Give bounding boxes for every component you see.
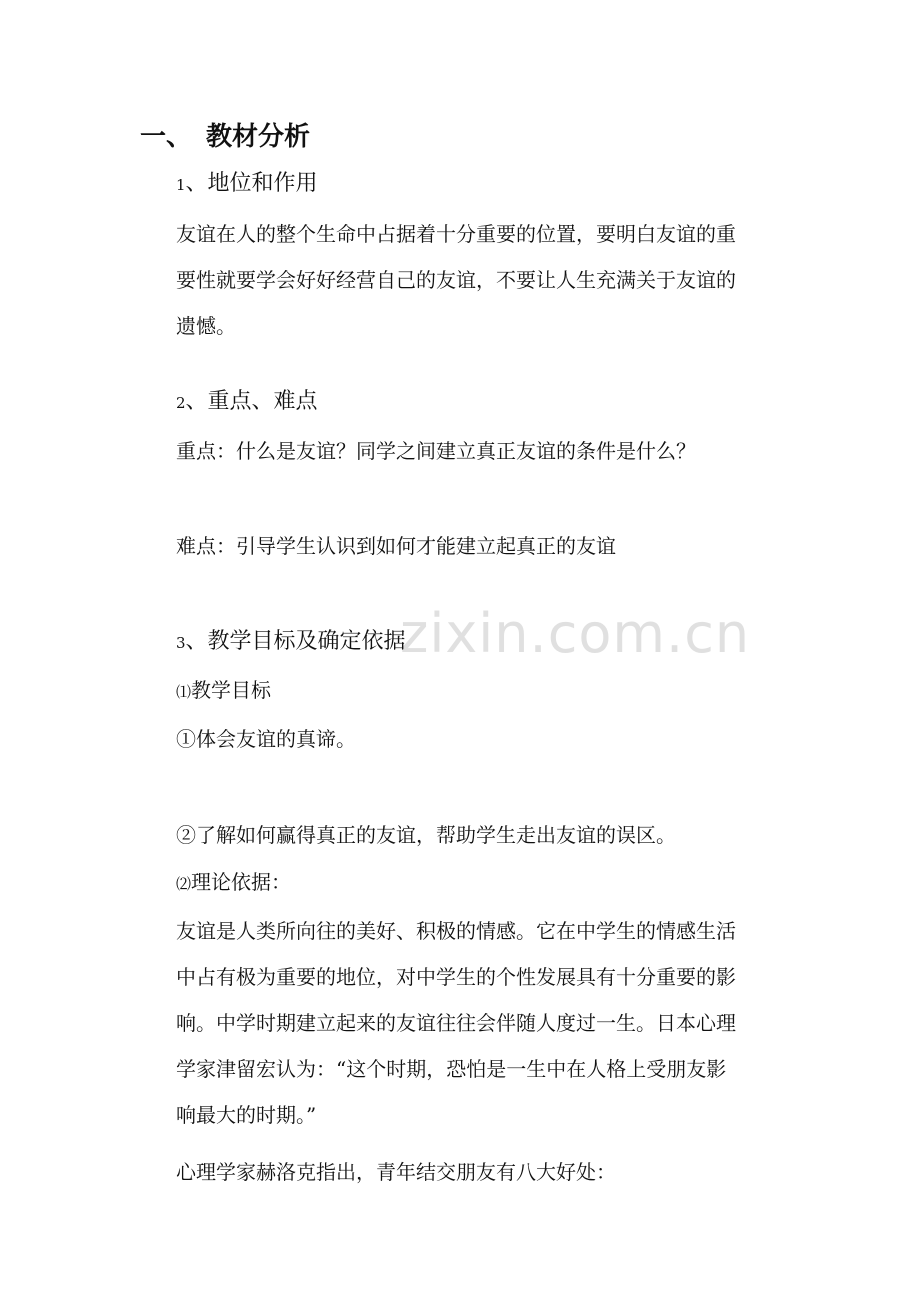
goal-1: ①体会友谊的真谛。 <box>176 727 356 751</box>
sub2-number: ⑵ <box>176 875 192 893</box>
section-heading <box>140 120 310 154</box>
item2-title: 、重点、难点 <box>185 389 318 414</box>
paragraph-line: 响。中学时期建立起来的友谊往往会伴随人度过一生。日本心理 <box>176 1011 736 1035</box>
item3-number: 3 <box>176 634 186 652</box>
item1-title: 、地位和作用 <box>185 171 318 196</box>
item1-number: 1 <box>176 176 186 194</box>
goal-2: ②了解如何赢得真正的友谊，帮助学生走出友谊的误区。 <box>176 823 676 847</box>
item2-heading <box>176 390 786 415</box>
sub1-number: ⑴ <box>176 683 192 701</box>
section-title: 教材分析 <box>206 122 311 152</box>
item2-number: 2 <box>176 394 186 412</box>
paragraph-line: 友谊是人类所向往的美好、积极的情感。它在中学生的情感生活 <box>176 919 736 943</box>
difficult-point: 难点：引导学生认识到如何才能建立起真正的友谊 <box>176 534 616 558</box>
section-number: 一、 <box>140 122 193 152</box>
sub1-title: 教学目标 <box>191 678 272 702</box>
paragraph-line: 响最大的时期。” <box>176 1103 317 1127</box>
key-point: 重点：什么是友谊？同学之间建立真正友谊的条件是什么？ <box>176 439 696 463</box>
sub2-title: 理论依据： <box>191 870 292 894</box>
item3-title: 、教学目标及确定依据 <box>185 629 406 654</box>
sub1-heading <box>176 678 786 704</box>
paragraph-line: 友谊在人的整个生命中占据着十分重要的位置，要明白友谊的重 <box>176 222 736 246</box>
item3-heading <box>176 630 786 655</box>
paragraph-line: 遗憾。 <box>176 314 236 338</box>
paragraph-line: 中占有极为重要的地位，对中学生的个性发展具有十分重要的影 <box>176 965 736 989</box>
sub2-heading <box>176 870 786 896</box>
paragraph-line: 学家津留宏认为：“这个时期，恐怕是一生中在人格上受朋友影 <box>176 1057 727 1081</box>
item1-paragraph <box>176 211 788 349</box>
watermark: zixin.com.cn <box>400 602 751 665</box>
paragraph-line: 要性就要学会好好经营自己的友谊，不要让人生充满关于友谊的 <box>176 268 736 292</box>
theory-paragraph <box>176 908 788 1138</box>
item1-heading <box>176 172 786 197</box>
last-line: 心理学家赫洛克指出，青年结交朋友有八大好处： <box>176 1160 616 1184</box>
